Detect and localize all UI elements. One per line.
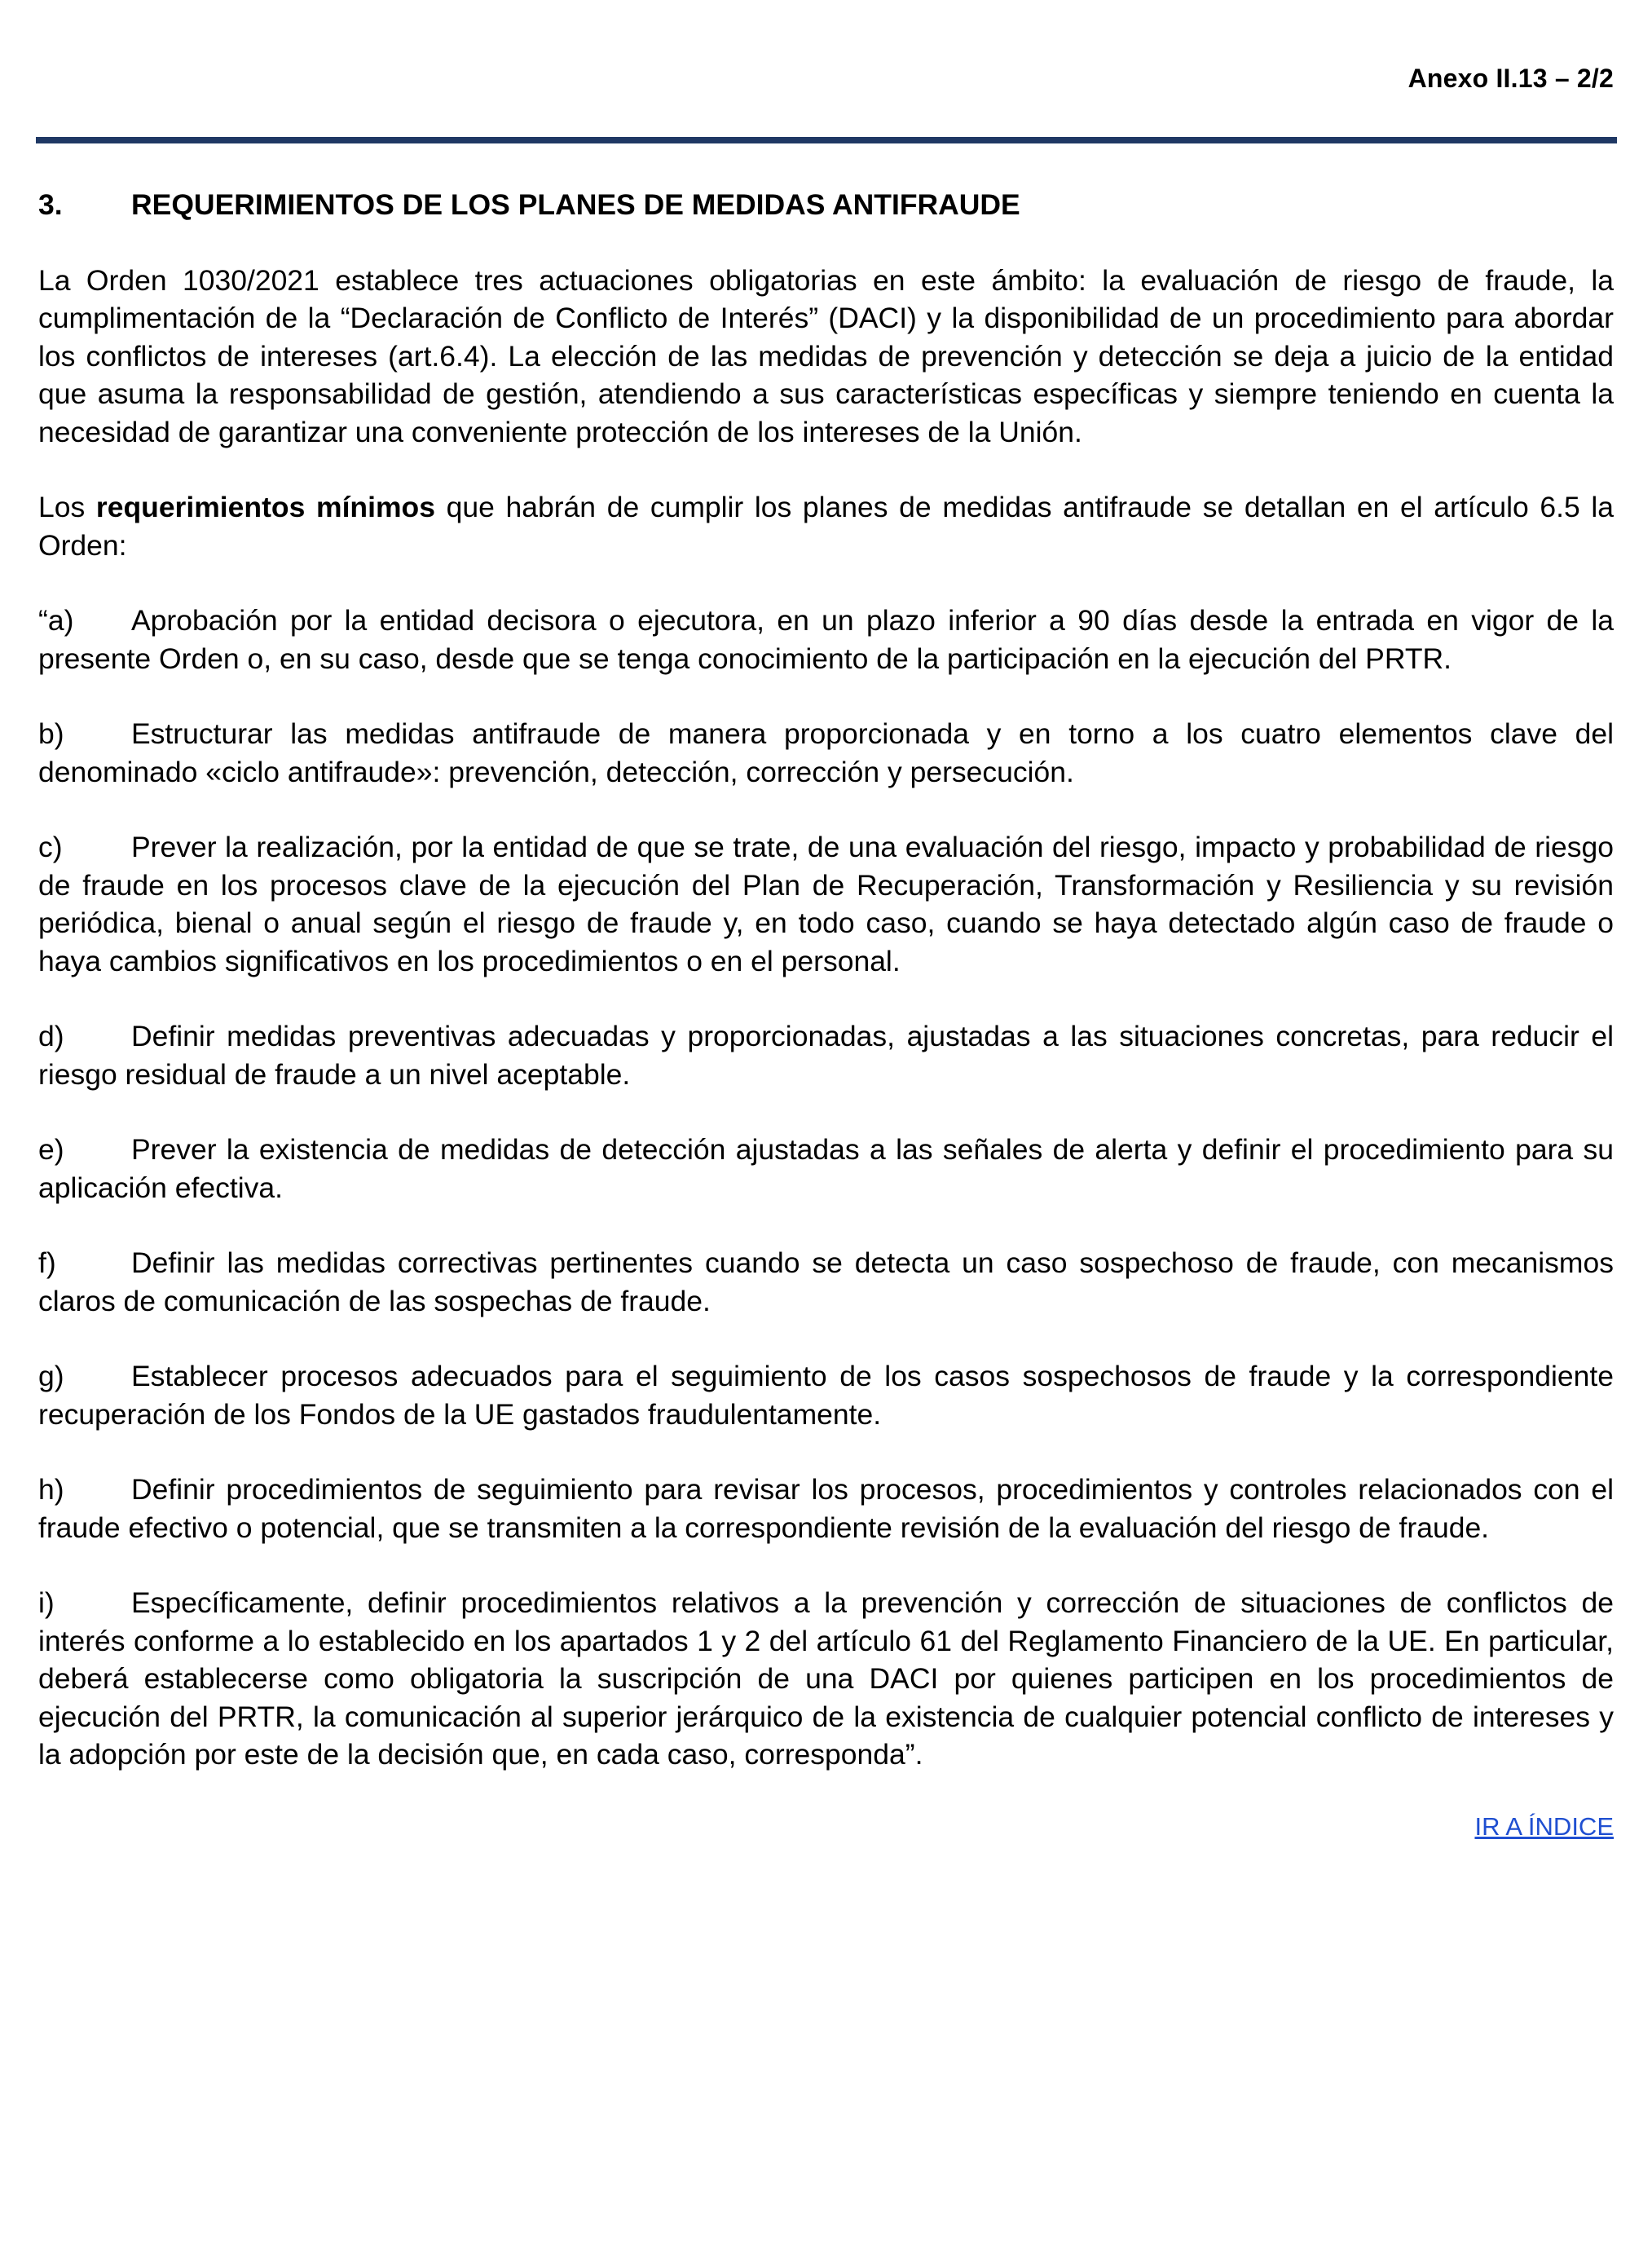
requirement-text: Aprobación por la entidad decisora o ejecutora, en un plazo inferior a 90 días desde la entrada en vigor de la presente Orden o, en su caso, desde que se tenga conocimiento de la participación en la ejecución del PRTR. (38, 604, 1614, 675)
section-number: 3. (38, 188, 63, 221)
requirement-letter: c) (38, 831, 63, 863)
requirement-text: Establecer procesos adecuados para el seguimiento de los casos sospechosos de fraude y la correspondiente recuperación de los Fondos de la UE gastados fraudulentamente. (38, 1360, 1614, 1431)
requirement-item-i (38, 1584, 1614, 1774)
requirements-text-before: Los (38, 491, 96, 523)
requirement-text: Definir procedimientos de seguimiento para revisar los procesos, procedimientos y controles relacionados con el fraude efectivo o potencial, que se transmiten a la correspondiente revisión de la evaluación del riesgo de fraude. (38, 1473, 1614, 1544)
requirement-item-e (38, 1131, 1614, 1206)
requirements-text-after: que habrán de cumplir los planes de medidas antifraude se detallan en el artículo 6.5 la Orden: (38, 491, 1614, 562)
requirement-item-b (38, 715, 1614, 791)
header-divider (36, 137, 1617, 143)
section-heading (38, 186, 1614, 224)
requirement-letter: “a) (38, 604, 74, 637)
requirement-letter: i) (38, 1586, 55, 1619)
requirement-letter: f) (38, 1246, 56, 1279)
requirement-item-d (38, 1017, 1614, 1093)
requirements-bold-term: requerimientos mínimos (95, 491, 435, 523)
section-title: REQUERIMIENTOS DE LOS PLANES DE MEDIDAS ANTIFRAUDE (131, 188, 1020, 221)
requirement-letter: g) (38, 1360, 64, 1392)
requirement-item-h (38, 1471, 1614, 1546)
requirement-text: Específicamente, definir procedimientos relativos a la prevención y corrección de situaciones de conflictos de interés conforme a lo establecido en los apartados 1 y 2 del artículo 61 del Reglamento Financiero de la UE. En particular, deberá establecerse como obligatoria la suscripción de una DACI por quienes participen en los procedimientos de ejecución del PRTR, la comunicación al superior jerárquico de la existencia de cualquier potencial conflicto de intereses y la adopción por este de la decisión que, en cada caso, corresponda”. (38, 1586, 1614, 1771)
go-to-index-link[interactable]: IR A ÍNDICE (1474, 1811, 1614, 1841)
intro-paragraph: La Orden 1030/2021 establece tres actuaciones obligatorias en este ámbito: la evaluación de riesgo de fraude, la cumplimentación de la “Declaración de Conflicto de Interés” (DACI) y la disponibilidad de un procedimiento para abordar los conflictos de intereses (art.6.4). La elección de las medidas de prevención y detección se deja a juicio de la entidad que asuma la responsabilidad de gestión, atendiendo a sus características específicas y siempre teniendo en cuenta la necesidad de garantizar una conveniente protección de los intereses de la Unión. (38, 263, 1614, 448)
requirement-item-a (38, 602, 1614, 677)
requirement-item-g (38, 1357, 1614, 1433)
requirement-text: Prever la existencia de medidas de detección ajustadas a las señales de alerta y definir el procedimiento para su aplicación efectiva. (38, 1133, 1614, 1204)
annex-reference: Anexo II.13 – 2/2 (1408, 64, 1614, 93)
requirement-letter: b) (38, 717, 64, 750)
index-link-row (38, 1808, 1614, 1846)
requirements-paragraph (38, 488, 1614, 564)
document-body (38, 186, 1614, 1846)
requirement-text: Prever la realización, por la entidad de que se trate, de una evaluación del riesgo, impacto y probabilidad de riesgo de fraude en los procesos clave de la ejecución del Plan de Recuperación, Transformación y Resiliencia y su revisión periódica, bienal o anual según el riesgo de fraude y, en todo caso, cuando se haya detectado algún caso de fraude o haya cambios significativos en los procedimientos o en el personal. (38, 831, 1614, 977)
requirement-letter: d) (38, 1020, 64, 1052)
requirement-item-f (38, 1244, 1614, 1320)
requirement-letter: e) (38, 1133, 64, 1166)
requirement-letter: h) (38, 1473, 64, 1506)
requirement-item-c (38, 828, 1614, 980)
requirement-text: Definir las medidas correctivas pertinentes cuando se detecta un caso sospechoso de fraude, con mecanismos claros de comunicación de las sospechas de fraude. (38, 1246, 1614, 1317)
requirement-text: Definir medidas preventivas adecuadas y proporcionadas, ajustadas a las situaciones concretas, para reducir el riesgo residual de fraude a un nivel aceptable. (38, 1020, 1614, 1091)
requirement-text: Estructurar las medidas antifraude de manera proporcionada y en torno a los cuatro elementos clave del denominado «ciclo antifraude»: prevención, detección, corrección y persecución. (38, 717, 1614, 788)
